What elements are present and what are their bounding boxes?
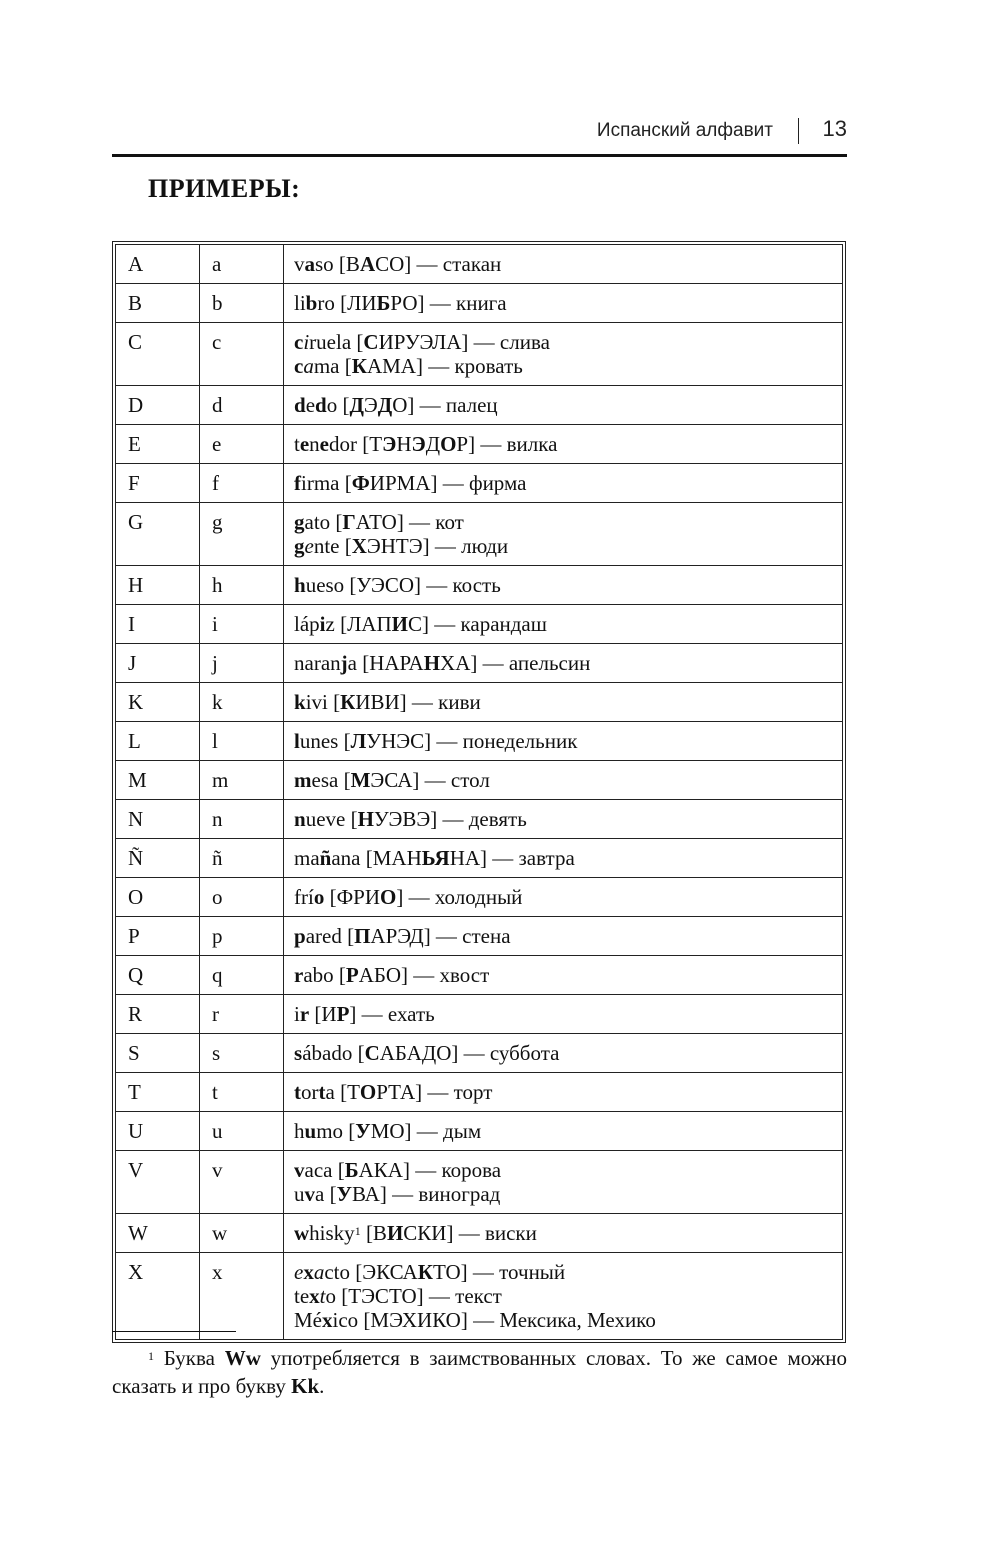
uppercase-letter: F — [116, 464, 200, 503]
example-text: p — [294, 924, 306, 948]
example-text: li — [294, 291, 306, 315]
footnote-text: употребляется в заимствованных словах. То же самое можно сказать и про букву — [112, 1346, 848, 1398]
uppercase-letter: L — [116, 722, 200, 761]
example-text: frí — [294, 885, 314, 909]
example-line — [294, 1221, 832, 1245]
example-text: so [В — [315, 252, 360, 276]
example-cell — [284, 1112, 843, 1151]
example-text: e — [294, 1260, 304, 1284]
example-text: ИРУЭЛА] — слива — [378, 330, 550, 354]
table-row — [116, 878, 843, 917]
example-text: Н — [357, 807, 374, 831]
example-text: [И — [309, 1002, 337, 1026]
example-text: К — [340, 690, 356, 714]
example-text: Д — [377, 393, 393, 417]
example-text: 1 — [354, 1224, 361, 1238]
example-line — [294, 1284, 832, 1308]
example-line — [294, 1041, 832, 1065]
example-text: w — [294, 1221, 310, 1245]
example-text: М — [350, 768, 371, 792]
table-row — [116, 956, 843, 995]
uppercase-letter: R — [116, 995, 200, 1034]
example-cell — [284, 323, 843, 386]
example-line — [294, 1260, 832, 1284]
example-cell — [284, 1073, 843, 1112]
example-text: b — [305, 291, 318, 315]
example-line — [294, 807, 832, 831]
example-text: РО] — книга — [390, 291, 507, 315]
example-text: mo [ — [316, 1119, 356, 1143]
example-text: h — [294, 1119, 305, 1143]
example-text: У — [355, 1119, 371, 1143]
example-text: unes [ — [299, 729, 351, 753]
footnote-marker: 1 — [148, 1349, 154, 1363]
example-text: ma [ — [313, 354, 352, 378]
example-text: n — [294, 807, 306, 831]
example-text: dor [Т — [329, 432, 383, 456]
example-text: d — [294, 393, 306, 417]
example-text: Р — [345, 963, 359, 987]
example-text: ruela [ — [309, 330, 364, 354]
example-cell — [284, 761, 843, 800]
example-line — [294, 729, 832, 753]
example-text: ato [ — [304, 510, 343, 534]
example-text: nte [ — [313, 534, 352, 558]
uppercase-letter: Q — [116, 956, 200, 995]
example-line — [294, 1182, 832, 1206]
uppercase-letter: V — [116, 1151, 200, 1214]
header-divider — [798, 118, 799, 144]
example-text: ro [ЛИ — [317, 291, 377, 315]
example-text: Э — [411, 432, 426, 456]
table-row — [116, 284, 843, 323]
example-cell — [284, 1151, 843, 1214]
example-text: g — [294, 510, 305, 534]
example-text: v — [294, 252, 305, 276]
uppercase-letter: K — [116, 683, 200, 722]
table-row — [116, 386, 843, 425]
example-text: x — [322, 1308, 333, 1332]
example-text: Э — [382, 432, 397, 456]
example-text: С — [364, 1041, 380, 1065]
example-text: П — [354, 924, 371, 948]
example-cell — [284, 644, 843, 683]
example-text: a — [303, 354, 314, 378]
example-line — [294, 510, 832, 534]
footnote — [112, 1344, 847, 1400]
example-text: Э — [363, 393, 378, 417]
example-text: О] — палец — [392, 393, 498, 417]
uppercase-letter: A — [116, 245, 200, 284]
example-text: Н — [396, 432, 412, 456]
example-cell — [284, 1214, 843, 1253]
example-text: ábado [ — [302, 1041, 365, 1065]
example-text: Х — [351, 534, 367, 558]
example-text: У — [336, 1182, 352, 1206]
example-line — [294, 768, 832, 792]
uppercase-letter: H — [116, 566, 200, 605]
example-text: ueso [УЭСО] — кость — [305, 573, 501, 597]
example-text: e — [304, 534, 314, 558]
table-row — [116, 644, 843, 683]
example-text: И — [386, 1221, 404, 1245]
table-row — [116, 839, 843, 878]
lowercase-letter: r — [200, 995, 284, 1034]
example-text: t — [319, 1284, 326, 1308]
example-text: А — [359, 252, 376, 276]
uppercase-letter: I — [116, 605, 200, 644]
example-text: i — [319, 612, 326, 636]
example-line — [294, 612, 832, 636]
lowercase-letter: n — [200, 800, 284, 839]
example-text: i — [303, 330, 310, 354]
uppercase-letter: U — [116, 1112, 200, 1151]
example-line — [294, 432, 832, 456]
example-text: О — [359, 1080, 377, 1104]
example-text: АБАДО] — суббота — [379, 1041, 560, 1065]
example-text: v — [294, 1158, 305, 1182]
uppercase-letter: D — [116, 386, 200, 425]
example-text: УНЭС] — понедельник — [366, 729, 578, 753]
example-text: j — [340, 651, 348, 675]
example-text: hisky — [309, 1221, 355, 1245]
uppercase-letter: X — [116, 1253, 200, 1340]
uppercase-letter: W — [116, 1214, 200, 1253]
example-text: or — [301, 1080, 319, 1104]
example-text: ВА] — виноград — [352, 1182, 501, 1206]
table-row — [116, 425, 843, 464]
uppercase-letter: C — [116, 323, 200, 386]
example-text: k — [294, 690, 306, 714]
table-row — [116, 722, 843, 761]
examples-heading: ПРИМЕРЫ: — [148, 174, 301, 203]
example-cell — [284, 683, 843, 722]
example-text: АРЭД] — стена — [370, 924, 511, 948]
example-text: irma [ — [301, 471, 352, 495]
example-text: o [ТЭСТО] — текст — [325, 1284, 502, 1308]
example-cell — [284, 245, 843, 284]
example-text: С] — карандаш — [407, 612, 547, 636]
example-cell — [284, 800, 843, 839]
example-text: [В — [360, 1221, 387, 1245]
lowercase-letter: a — [200, 245, 284, 284]
example-text: ana [МАН — [331, 846, 422, 870]
running-header — [112, 112, 847, 157]
example-line — [294, 354, 832, 378]
example-text: u — [304, 1119, 317, 1143]
example-text: r — [299, 1002, 310, 1026]
example-cell — [284, 566, 843, 605]
example-text: АМА] — кровать — [366, 354, 523, 378]
lowercase-letter: f — [200, 464, 284, 503]
example-line — [294, 393, 832, 417]
example-line — [294, 1002, 832, 1026]
lowercase-letter: u — [200, 1112, 284, 1151]
example-text: Р — [336, 1002, 350, 1026]
uppercase-letter: O — [116, 878, 200, 917]
lowercase-letter: k — [200, 683, 284, 722]
table-row — [116, 566, 843, 605]
example-text: УЭВЭ] — девять — [373, 807, 527, 831]
table-row — [116, 1034, 843, 1073]
example-text: Д — [425, 432, 441, 456]
example-text: n — [309, 432, 320, 456]
uppercase-letter: E — [116, 425, 200, 464]
alphabet-table-frame — [112, 241, 846, 1343]
page-number: 13 — [822, 116, 847, 141]
example-text: f — [294, 471, 301, 495]
example-text: РТА] — торт — [376, 1080, 493, 1104]
example-text: o — [313, 885, 325, 909]
example-text: Б — [344, 1158, 359, 1182]
example-cell — [284, 839, 843, 878]
table-row — [116, 995, 843, 1034]
example-line — [294, 963, 832, 987]
footnote-text: Ww — [224, 1346, 261, 1370]
lowercase-letter: b — [200, 284, 284, 323]
example-line — [294, 1308, 832, 1332]
table-row — [116, 503, 843, 566]
example-line — [294, 1119, 832, 1143]
example-cell — [284, 425, 843, 464]
uppercase-letter: N — [116, 800, 200, 839]
example-text: h — [294, 573, 306, 597]
uppercase-letter: Ñ — [116, 839, 200, 878]
example-text: ] — холодный — [396, 885, 523, 909]
table-row — [116, 917, 843, 956]
lowercase-letter: w — [200, 1214, 284, 1253]
lowercase-letter: x — [200, 1253, 284, 1340]
uppercase-letter: B — [116, 284, 200, 323]
lowercase-letter: e — [200, 425, 284, 464]
example-line — [294, 924, 832, 948]
example-text: ЭНТЭ] — люди — [366, 534, 509, 558]
example-text: [ФРИ — [324, 885, 381, 909]
lowercase-letter: v — [200, 1151, 284, 1214]
example-text: ИРМА] — фирма — [369, 471, 527, 495]
lowercase-letter: ñ — [200, 839, 284, 878]
example-text: МО] — дым — [370, 1119, 482, 1143]
table-row — [116, 1073, 843, 1112]
uppercase-letter: T — [116, 1073, 200, 1112]
example-text: ueve [ — [305, 807, 358, 831]
table-row — [116, 245, 843, 284]
lowercase-letter: j — [200, 644, 284, 683]
example-line — [294, 690, 832, 714]
table-row — [116, 800, 843, 839]
example-line — [294, 846, 832, 870]
example-line — [294, 291, 832, 315]
example-text: ] — ехать — [349, 1002, 435, 1026]
example-cell — [284, 1253, 843, 1340]
example-text: i — [294, 1002, 300, 1026]
example-text: ma — [294, 846, 320, 870]
example-line — [294, 573, 832, 597]
example-line — [294, 1080, 832, 1104]
example-text: x — [303, 1260, 314, 1284]
lowercase-letter: t — [200, 1073, 284, 1112]
example-text: z [ЛАП — [325, 612, 392, 636]
example-text: u — [294, 1182, 305, 1206]
example-text: esa [ — [311, 768, 351, 792]
footnote-text: Буква — [163, 1346, 225, 1370]
example-text: a [Т — [325, 1080, 360, 1104]
lowercase-letter: c — [200, 323, 284, 386]
example-text: О — [440, 432, 457, 456]
example-text: naran — [294, 651, 341, 675]
example-text: d — [315, 393, 327, 417]
example-text: ared [ — [305, 924, 355, 948]
example-text: s — [294, 1041, 303, 1065]
example-text: r — [294, 963, 304, 987]
lowercase-letter: m — [200, 761, 284, 800]
section-title: Испанский алфавит — [596, 120, 773, 141]
example-text: К — [351, 354, 367, 378]
uppercase-letter: M — [116, 761, 200, 800]
example-line — [294, 534, 832, 558]
example-text: c — [294, 354, 304, 378]
footnote-text: . — [319, 1374, 325, 1398]
lowercase-letter: l — [200, 722, 284, 761]
example-line — [294, 471, 832, 495]
example-text: Я — [434, 846, 450, 870]
example-text: ivi [ — [305, 690, 341, 714]
example-text: te — [294, 1284, 310, 1308]
alphabet-table-body — [116, 245, 843, 1340]
example-cell — [284, 722, 843, 761]
example-text: e — [305, 393, 316, 417]
lowercase-letter: d — [200, 386, 284, 425]
example-text: a [ — [315, 1182, 337, 1206]
example-line — [294, 330, 832, 354]
lowercase-letter: o — [200, 878, 284, 917]
example-text: abo [ — [303, 963, 346, 987]
example-cell — [284, 464, 843, 503]
example-text: láp — [294, 612, 320, 636]
example-text: СКИ] — виски — [403, 1221, 537, 1245]
table-row — [116, 1214, 843, 1253]
example-text: a — [304, 252, 315, 276]
table-row — [116, 464, 843, 503]
example-text: a — [313, 1260, 325, 1284]
table-row — [116, 605, 843, 644]
example-cell — [284, 917, 843, 956]
example-cell — [284, 995, 843, 1034]
example-text: Г — [342, 510, 356, 534]
example-line — [294, 885, 832, 909]
example-cell — [284, 284, 843, 323]
example-text: c — [294, 330, 304, 354]
example-text: Б — [376, 291, 391, 315]
example-text: СО] — стакан — [375, 252, 502, 276]
table-row — [116, 761, 843, 800]
lowercase-letter: i — [200, 605, 284, 644]
example-line — [294, 651, 832, 675]
example-cell — [284, 503, 843, 566]
example-text: o [ — [326, 393, 350, 417]
example-text: Н — [423, 651, 441, 675]
example-text: t — [294, 1080, 301, 1104]
example-text: Ф — [351, 471, 370, 495]
uppercase-letter: S — [116, 1034, 200, 1073]
lowercase-letter: h — [200, 566, 284, 605]
example-text: Mé — [294, 1308, 322, 1332]
lowercase-letter: g — [200, 503, 284, 566]
example-text: t — [294, 432, 300, 456]
example-text: АКА] — корова — [358, 1158, 502, 1182]
example-text: ico [МЭХИКО] — Мексика, Мехико — [332, 1308, 656, 1332]
example-text: ñ — [319, 846, 332, 870]
example-text: ЭСА] — стол — [370, 768, 490, 792]
example-cell — [284, 1034, 843, 1073]
example-line — [294, 1158, 832, 1182]
table-row — [116, 1253, 843, 1340]
table-row — [116, 683, 843, 722]
uppercase-letter: P — [116, 917, 200, 956]
example-text: e — [319, 432, 329, 456]
example-text: АТО] — кот — [355, 510, 464, 534]
table-row — [116, 323, 843, 386]
example-text: С — [363, 330, 379, 354]
example-text: Д — [349, 393, 364, 417]
uppercase-letter: J — [116, 644, 200, 683]
example-text: x — [309, 1284, 320, 1308]
example-cell — [284, 386, 843, 425]
example-text: m — [294, 768, 312, 792]
example-text: АБО] — хвост — [358, 963, 490, 987]
alphabet-table — [115, 244, 843, 1340]
footnote-text: Kk — [291, 1374, 320, 1398]
example-text: НА] — завтра — [449, 846, 575, 870]
example-line — [294, 252, 832, 276]
example-text: ТО] — точный — [432, 1260, 566, 1284]
example-text: a [НАРА — [347, 651, 424, 675]
example-text: Ь — [421, 846, 435, 870]
uppercase-letter: G — [116, 503, 200, 566]
example-text: Р] — вилка — [456, 432, 558, 456]
example-text: cto [ЭКСА — [324, 1260, 418, 1284]
example-text: g — [294, 534, 305, 558]
example-text: И — [391, 612, 408, 636]
example-text: aca [ — [304, 1158, 345, 1182]
table-row — [116, 1112, 843, 1151]
example-text: l — [294, 729, 300, 753]
example-text: v — [304, 1182, 315, 1206]
lowercase-letter: s — [200, 1034, 284, 1073]
example-cell — [284, 605, 843, 644]
example-cell — [284, 956, 843, 995]
lowercase-letter: q — [200, 956, 284, 995]
example-cell — [284, 878, 843, 917]
example-text: t — [318, 1080, 326, 1104]
example-text: К — [417, 1260, 433, 1284]
example-text: Л — [350, 729, 367, 753]
footnote-rule — [112, 1331, 236, 1332]
example-text: ХА] — апельсин — [440, 651, 591, 675]
example-text: О — [380, 885, 397, 909]
example-text: e — [299, 432, 310, 456]
example-text: ИВИ] — киви — [355, 690, 481, 714]
table-row — [116, 1151, 843, 1214]
lowercase-letter: p — [200, 917, 284, 956]
